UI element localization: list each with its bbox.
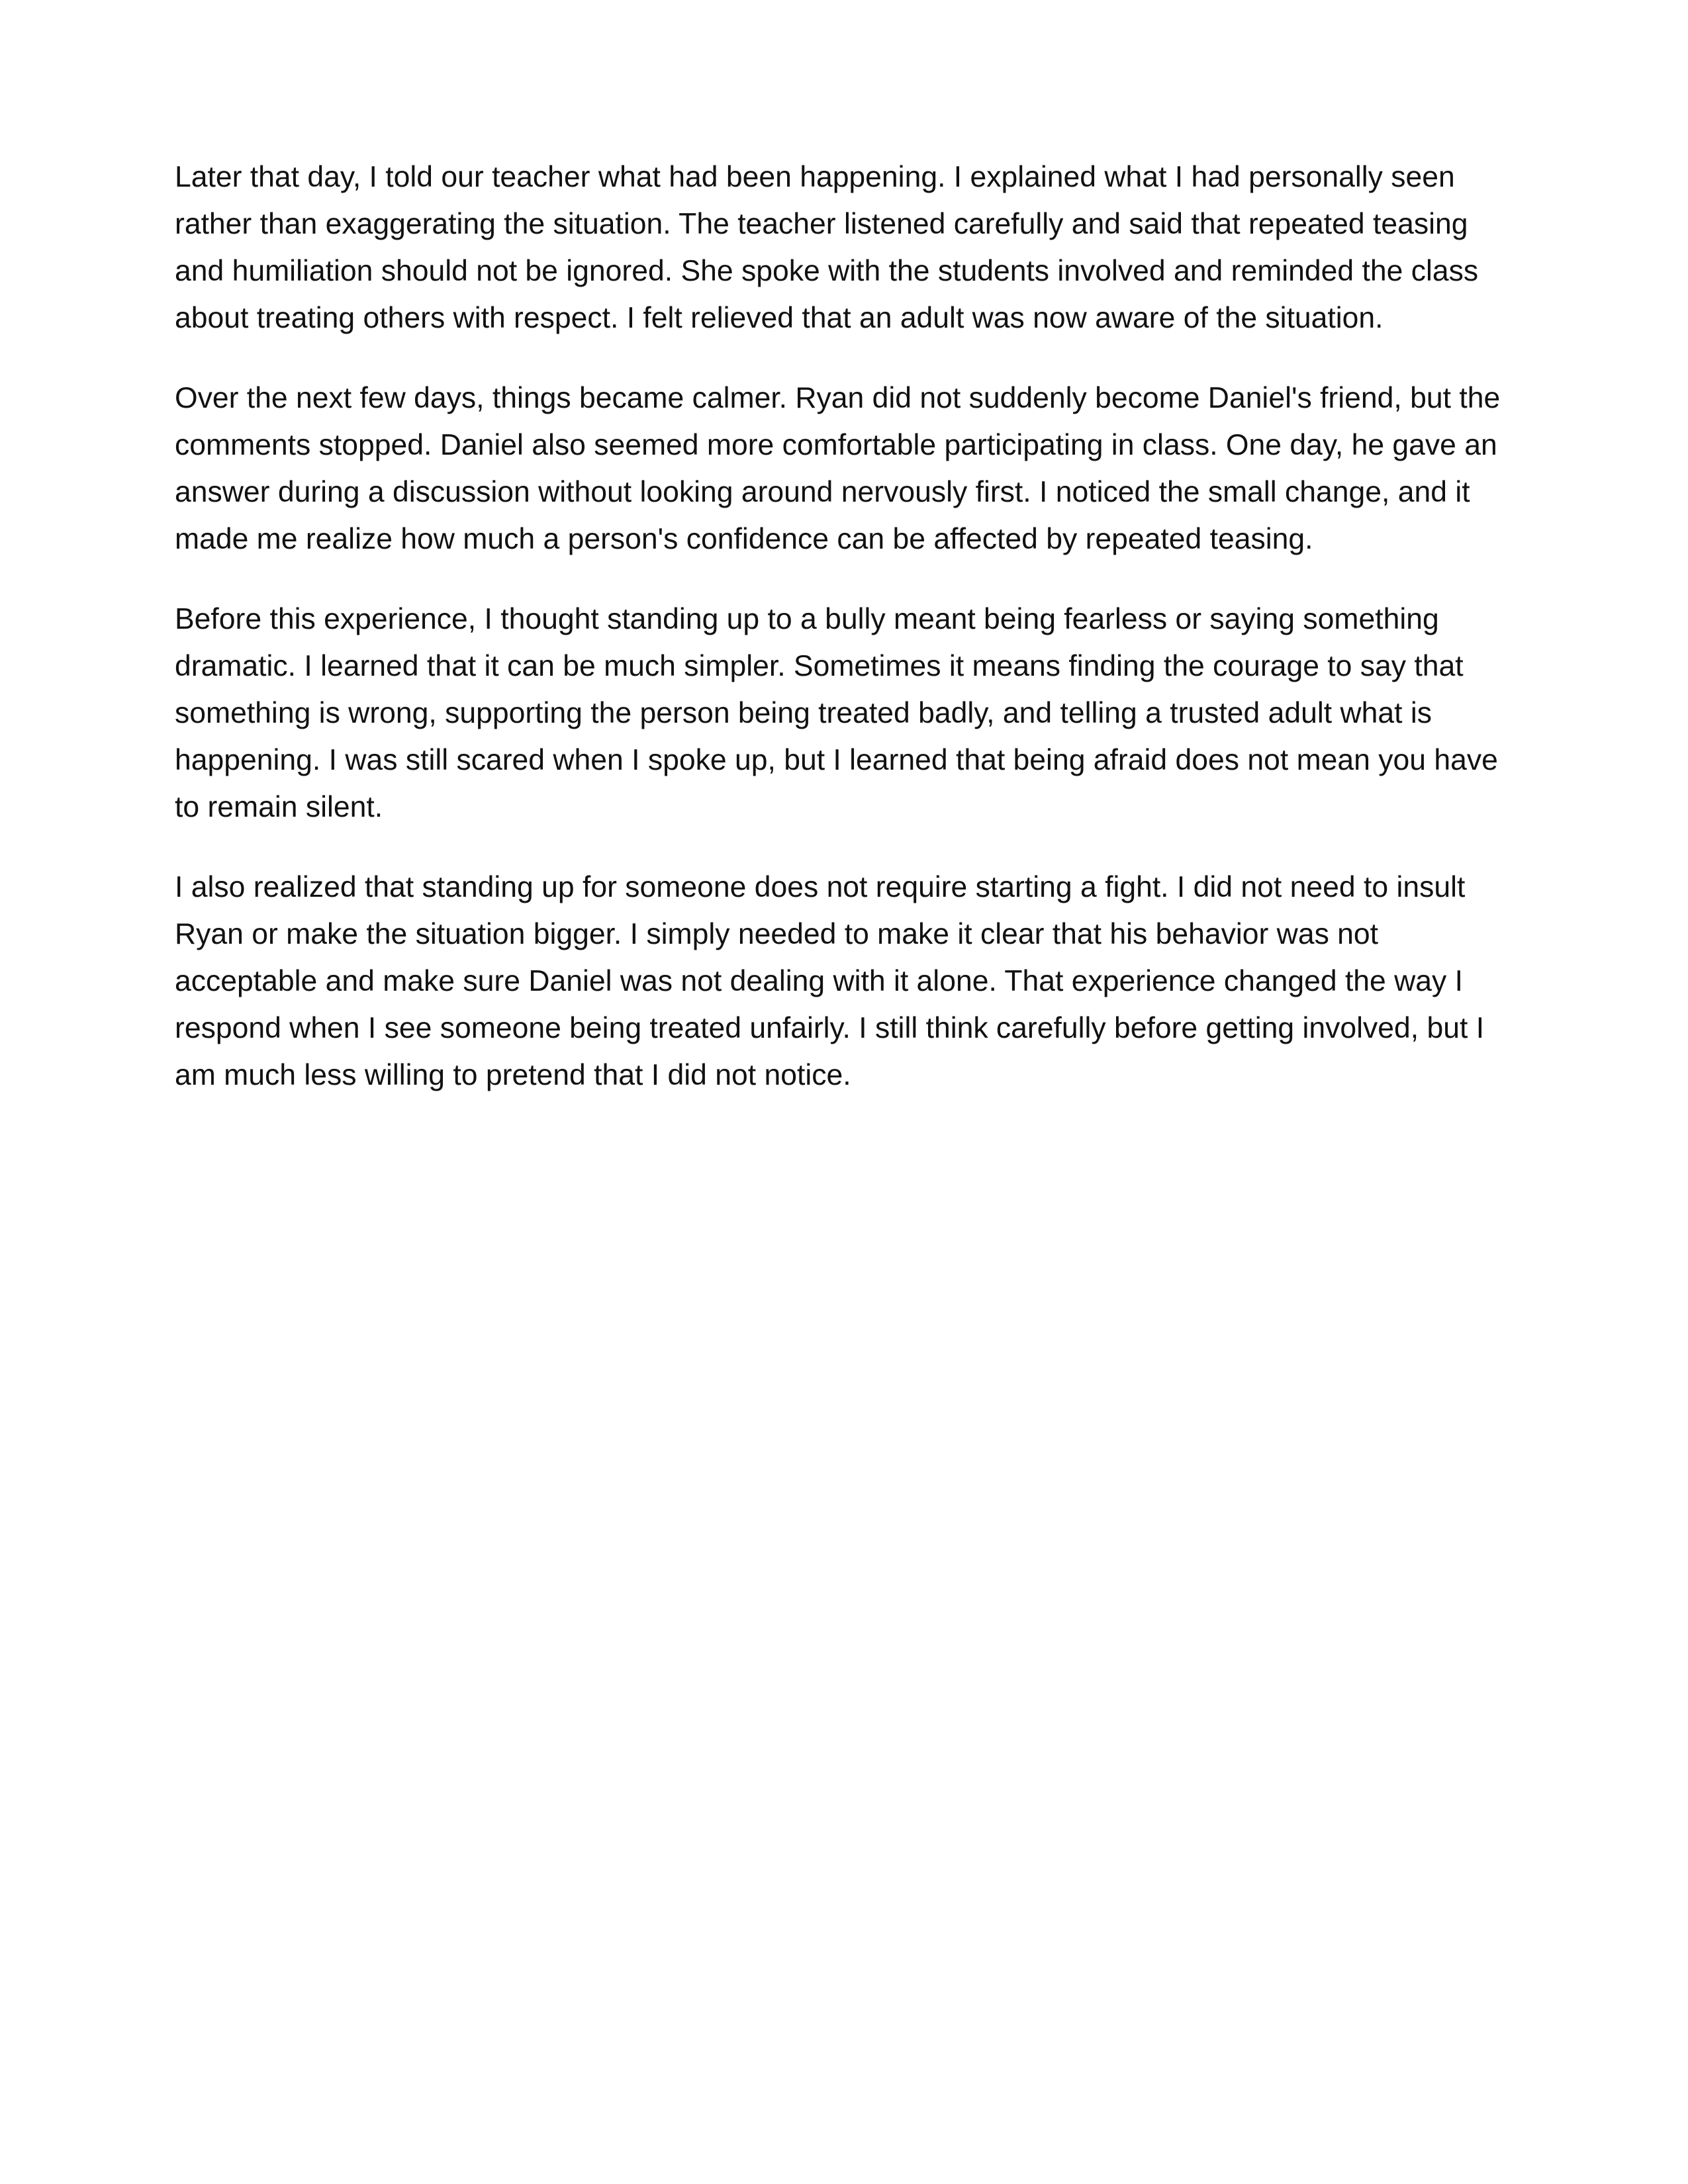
paragraph-no-fight-needed: I also realized that standing up for someone does not require starting a fight. I did not need to insult Ryan or make the situation bigger. I simply needed to make it clear that his behavior was not acceptable and make sure Daniel was not dealing with it alone. That experience changed the way I respond when I see someone being treated unfairly. I still think carefully before getting involved, but I am much less willing to pretend that I did not notice. [175,871,1485,1091]
document-body [175,154,1519,1132]
paragraph-teacher-told: Later that day, I told our teacher what had been happening. I explained what I had personally seen rather than exaggerating the situation. The teacher listened carefully and said that repeated teasing and humiliation should not be ignored. She spoke with the students involved and reminded the class about treating others with respect. I felt relieved that an adult was now aware of the situation. [175,161,1479,334]
paragraph-things-calmer: Over the next few days, things became calmer. Ryan did not suddenly become Daniel's friend, but the comments stopped. Daniel also seemed more comfortable participating in class. One day, he gave an answer during a discussion without looking around nervously first. I noticed the small change, and it made me realize how much a person's confidence can be affected by repeated teasing. [175,382,1501,555]
paragraph-lesson-learned: Before this experience, I thought standing up to a bully meant being fearless or saying something dramatic. I learned that it can be much simpler. Sometimes it means finding the courage to say that something is wrong, supporting the person being treated badly, and telling a trusted adult what is happening. I was still scared when I spoke up, but I learned that being afraid does not mean you have to remain silent. [175,603,1498,823]
